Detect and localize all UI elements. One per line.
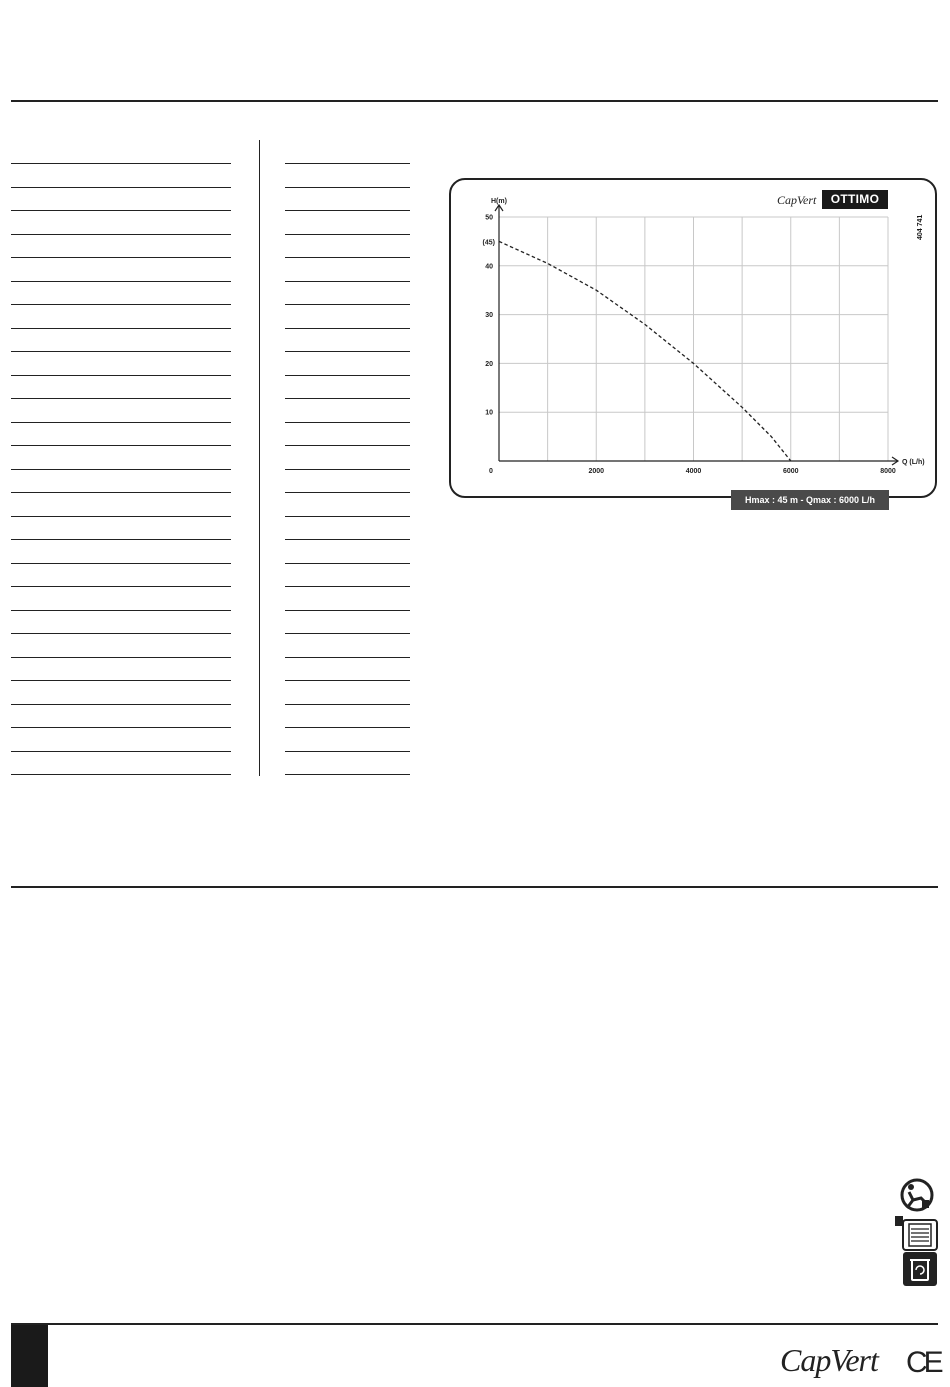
form-line bbox=[285, 422, 410, 423]
x-tick-label: 8000 bbox=[880, 468, 896, 475]
form-line bbox=[285, 328, 410, 329]
side-reference: 404 741 bbox=[917, 214, 924, 240]
form-line bbox=[285, 187, 410, 188]
form-line bbox=[285, 469, 410, 470]
y-tick-label: 40 bbox=[485, 263, 493, 271]
x-axis-label: Q (L/h) bbox=[902, 459, 925, 466]
form-line bbox=[11, 586, 231, 587]
form-line bbox=[285, 445, 410, 446]
form-line bbox=[11, 774, 231, 775]
summary-badge: Hmax : 45 m - Qmax : 6000 L/h bbox=[731, 490, 889, 510]
x-tick-label: 4000 bbox=[685, 468, 702, 475]
form-line bbox=[285, 539, 410, 540]
form-line bbox=[285, 751, 410, 752]
form-line bbox=[11, 398, 231, 399]
form-line bbox=[11, 234, 231, 235]
form-line bbox=[285, 398, 410, 399]
footer-rule bbox=[11, 1323, 938, 1325]
form-line bbox=[11, 328, 231, 329]
pump-curve-chart bbox=[449, 178, 937, 498]
recycle-bin-icon bbox=[903, 1252, 937, 1286]
column-divider bbox=[259, 140, 260, 776]
form-line bbox=[285, 516, 410, 517]
y-tick-label: 20 bbox=[485, 360, 493, 368]
form-line bbox=[11, 445, 231, 446]
tidyman-icon bbox=[902, 1180, 932, 1210]
form-line bbox=[285, 281, 410, 282]
form-line bbox=[285, 234, 410, 235]
y-max-annotation: (45) bbox=[482, 239, 495, 247]
form-line bbox=[11, 375, 231, 376]
form-line bbox=[285, 163, 410, 164]
form-line bbox=[285, 492, 410, 493]
form-line bbox=[285, 610, 410, 611]
form-line bbox=[285, 351, 410, 352]
form-line bbox=[285, 680, 410, 681]
form-line bbox=[11, 727, 231, 728]
mid-rule bbox=[11, 886, 938, 888]
form-line bbox=[285, 727, 410, 728]
y-tick-label: 10 bbox=[485, 409, 493, 417]
x-tick-label: 2000 bbox=[588, 468, 605, 475]
form-line bbox=[11, 563, 231, 564]
top-rule bbox=[11, 100, 938, 102]
form-line bbox=[11, 422, 231, 423]
form-line bbox=[11, 163, 231, 164]
y-tick-label: 30 bbox=[485, 312, 493, 320]
form-line bbox=[11, 610, 231, 611]
form-line bbox=[11, 633, 231, 634]
y-axis-label: H(m) bbox=[491, 198, 507, 205]
form-line bbox=[11, 704, 231, 705]
model-badge: OTTIMO bbox=[822, 190, 888, 209]
form-line bbox=[285, 704, 410, 705]
form-line bbox=[285, 657, 410, 658]
y-tick-label: 50 bbox=[485, 214, 493, 222]
form-line bbox=[11, 351, 231, 352]
form-line bbox=[285, 375, 410, 376]
chart-brand-logo: CapVert bbox=[777, 193, 817, 207]
form-line bbox=[285, 633, 410, 634]
form-line bbox=[11, 281, 231, 282]
x-tick-label: 0 bbox=[489, 468, 493, 475]
x-tick-label: 6000 bbox=[782, 468, 799, 475]
form-line bbox=[11, 516, 231, 517]
triman-paper-icon bbox=[895, 1216, 937, 1250]
page-tab bbox=[11, 1325, 48, 1387]
form-line bbox=[285, 257, 410, 258]
form-line bbox=[11, 539, 231, 540]
form-line bbox=[285, 586, 410, 587]
form-line bbox=[11, 492, 231, 493]
form-line bbox=[11, 680, 231, 681]
form-line bbox=[11, 657, 231, 658]
form-line bbox=[285, 563, 410, 564]
form-line bbox=[11, 469, 231, 470]
form-line bbox=[285, 774, 410, 775]
form-line bbox=[285, 210, 410, 211]
form-line bbox=[11, 210, 231, 211]
ce-mark-logo: CE bbox=[906, 1346, 940, 1379]
form-line bbox=[11, 304, 231, 305]
recycling-icons bbox=[895, 1178, 940, 1288]
form-line bbox=[285, 304, 410, 305]
form-line bbox=[11, 257, 231, 258]
form-line bbox=[11, 751, 231, 752]
form-line bbox=[11, 187, 231, 188]
footer-brand-logo: CapVert bbox=[780, 1342, 878, 1378]
